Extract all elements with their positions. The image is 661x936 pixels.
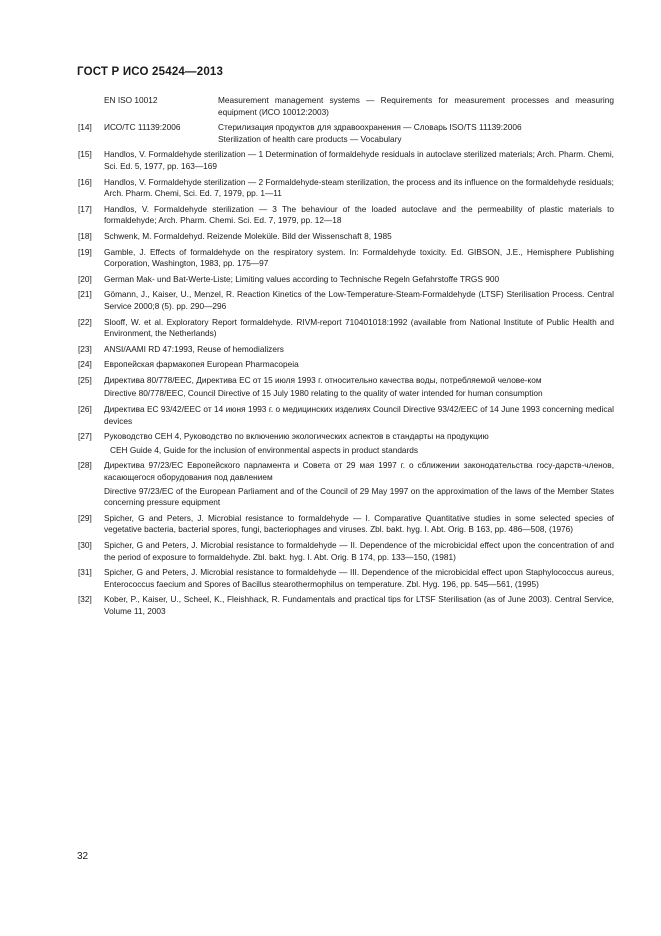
reference-entry — [78, 540, 614, 563]
reference-text: Kober, P., Kaiser, U., Scheel, K., Fleishhack, R. Fundamentals and practical tips for LTSF Sterilisation (as of June 2003). Central Service, Volume 11, 2003 — [104, 594, 614, 616]
reference-text: Spicher, G and Peters, J. Microbial resistance to formaldehyde — III. Dependence of the microbicidal effect upon Staphylococcus aureus, Enterococcus faecium and Spores of Bacillus stearothermophilus on temperature. Zbl. Hyg. 196, pp. 545—561, (1995) — [104, 567, 614, 589]
reference-entry — [78, 122, 614, 145]
reference-text: Schwenk, M. Formaldehyd. Reizende Moleküle. Bild der Wissenschaft 8, 1985 — [104, 230, 392, 241]
reference-number: [23] — [78, 343, 92, 354]
reference-text: Европейская фармакопея European Pharmacopeia — [104, 359, 299, 370]
document-header: ГОСТ Р ИСО 25424—2013 — [77, 66, 224, 78]
reference-text: Handlos, V. Formaldehyde sterilization — 1 Determination of formaldehyde residuals in autoclave sterilized materials; Arch. Pharm. Chemi, Sci. Ed. 5, 1977, pp. 163—169 — [104, 149, 614, 171]
reference-body — [104, 122, 614, 145]
reference-text: ANSI/AAMI RD 47:1993, Reuse of hemodializers — [104, 343, 284, 354]
reference-text: Slooff, W. et al. Exploratory Report formaldehyde. RIVM-report 710401018:1992 (available from National Institute of Public Health and Environment, the Netherlands) — [104, 316, 614, 339]
reference-entry — [78, 317, 614, 340]
reference-entry — [78, 204, 614, 227]
reference-body — [104, 375, 614, 400]
reference-line: Руководство CEH 4, Руководство по включению экологических аспектов в стандарты на продукцию — [104, 431, 489, 442]
reference-number: [30] — [78, 540, 92, 550]
reference-body — [104, 431, 614, 456]
reference-body — [104, 95, 614, 118]
reference-code: EN ISO 10012 — [104, 95, 158, 105]
reference-body — [104, 460, 614, 508]
reference-entry — [78, 149, 614, 172]
reference-text: Handlos, V. Formaldehyde sterilization — 3 The behaviour of the loaded autoclave and the permeability of plastic materials to formaldehyde; Arch. Pharm. Chemi. Sci. Ed. 7, 1979, pp. 12—18 — [104, 203, 614, 226]
reference-number: [26] — [78, 404, 92, 415]
reference-entry — [78, 359, 614, 371]
reference-number: [15] — [78, 149, 92, 160]
reference-text: Директива ЕС 93/42/EEC от 14 июня 1993 г. о медицинских изделиях Council Directive 93/42/EEC of 14 June 1993 concerning medical devices — [104, 404, 614, 426]
reference-number: [21] — [78, 289, 92, 300]
reference-number: [28] — [78, 460, 92, 471]
reference-number: [24] — [78, 359, 92, 370]
reference-line: Directive 80/778/EEC, Council Directive of 15 July 1980 relating to the quality of water intended for human consumption — [104, 388, 543, 399]
reference-line: Директива 80/778/EEC, Директива ЕС от 15 июля 1993 г. относительно качества воды, потребляемой челове-ком — [104, 374, 542, 385]
reference-text: Handlos, V. Formaldehyde sterilization — 2 Formaldehyde-steam sterilization, the process and its influence on the formaldehyde residuals; Arch. Pharm. Chemi, Sci. Ed. 7, 1979, pp. 1—11 — [104, 176, 614, 199]
reference-entry — [78, 289, 614, 312]
reference-entry — [78, 247, 614, 270]
reference-text: Gömann, J., Kaiser, U., Menzel, R. Reaction Kinetics of the Low-Temperature-Steam-Formaldehyde (LTSF) Sterilisation Process. Central Service 2000;8 (5). pp. 290—296 — [104, 289, 614, 311]
reference-entry — [78, 567, 614, 590]
reference-number: [31] — [78, 567, 92, 578]
reference-number: [20] — [78, 273, 92, 284]
page-number: 32 — [77, 851, 89, 862]
reference-description — [218, 122, 614, 145]
reference-number: [18] — [78, 230, 92, 241]
reference-code: ИСО/ТС 11139:2006 — [104, 122, 181, 133]
reference-entry — [78, 231, 614, 243]
reference-number — [78, 95, 104, 118]
bibliography-list — [78, 95, 614, 622]
reference-number: [22] — [78, 316, 92, 327]
reference-number: [14] — [78, 122, 92, 133]
reference-text: Gamble, J. Effects of formaldehyde on the respiratory system. In: Formaldehyde toxicity. Ed. GIBSON, J.E., Hemisphere Publishing Corporation, Washington, 1983, pp. 175—97 — [104, 246, 614, 269]
reference-entry — [78, 594, 614, 617]
reference-line: Directive 97/23/EC of the European Parliament and of the Council of 29 May 1997 on the approximation of the laws of the Member States concerning pressure equipment — [104, 485, 614, 508]
reference-entry — [78, 404, 614, 427]
reference-description — [218, 95, 614, 118]
reference-number: [29] — [78, 512, 92, 523]
reference-line: Директива 97/23/EC Европейского парламента и Совета от 29 мая 1997 г. о сближении законодательства госу-дарств-членов, касающегося оборудования под давлением — [104, 460, 614, 483]
reference-entry — [78, 344, 614, 356]
reference-text: Spicher, G and Peters, J. Microbial resistance to formaldehyde — II. Dependence of the microbicidal effect upon the concentration of and the period of exposure to formaldehyde. Zbl. bakt. hyg. I. Abt. Orig. B 174, pp. 133—150, (1981) — [104, 540, 614, 562]
reference-line: Measurement management systems — Requirements for measurement processes and measuring equipment (ИСО 10012:2003) — [218, 95, 614, 117]
reference-entry — [78, 375, 614, 400]
reference-entry — [78, 460, 614, 508]
reference-entry — [78, 95, 614, 118]
reference-text: German Mak- und Bat-Werte-Liste; Limiting values according to Technische Regeln Gefahrstoffe TRGS 900 — [104, 273, 500, 284]
reference-number: [16] — [78, 176, 92, 187]
reference-text: Spicher, G and Peters, J. Microbial resistance to formaldehyde — I. Comparative Quantitative studies in some selected species of vegetative bacteria, bacterial spores, fungi, bacteriophages and viruses. Zbl. bakt. hyg. I. Abt. Orig. B 163, pp. 486—508, (1976) — [104, 512, 614, 535]
reference-entry — [78, 513, 614, 536]
reference-number: [19] — [78, 246, 92, 257]
reference-line: Sterilization of health care products — Vocabulary — [218, 133, 402, 144]
reference-number: [25] — [78, 374, 92, 385]
reference-number: [17] — [78, 203, 92, 214]
reference-entry — [78, 274, 614, 286]
reference-entry — [78, 431, 614, 456]
reference-entry — [78, 177, 614, 200]
reference-line: Стерилизация продуктов для здравоохранения — Словарь ISO/TS 11139:2006 — [218, 122, 522, 133]
reference-line: CEH Guide 4, Guide for the inclusion of environmental aspects in product standards — [110, 444, 419, 455]
reference-number: [27] — [78, 431, 92, 442]
reference-number: [32] — [78, 594, 92, 605]
